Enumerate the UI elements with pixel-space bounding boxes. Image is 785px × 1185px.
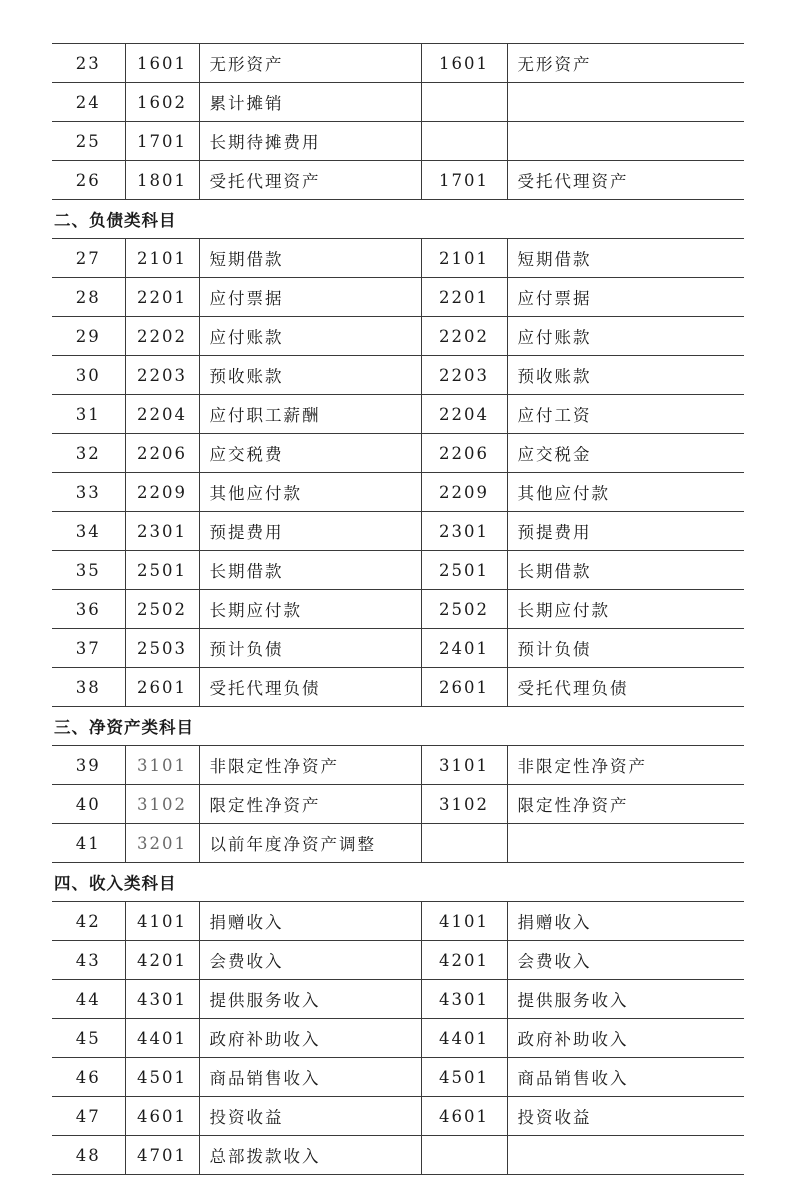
category-heading-row: [52, 707, 744, 746]
original-account-code: 3101: [421, 746, 507, 785]
original-account-code: [421, 122, 507, 161]
original-account-name: 会费收入: [507, 941, 744, 980]
original-account-code: 2501: [421, 551, 507, 590]
table-row: [52, 83, 744, 122]
row-number: 32: [52, 434, 125, 473]
row-number: 31: [52, 395, 125, 434]
row-number: 38: [52, 668, 125, 707]
row-number: 36: [52, 590, 125, 629]
account-code: 2301: [125, 512, 199, 551]
category-heading: 三、净资产类科目: [52, 707, 744, 746]
row-number: 39: [52, 746, 125, 785]
original-account-code: 2202: [421, 317, 507, 356]
table-row: [52, 44, 744, 83]
original-account-name: 捐赠收入: [507, 902, 744, 941]
original-account-code: 2601: [421, 668, 507, 707]
original-account-name: 长期借款: [507, 551, 744, 590]
account-code: 4101: [125, 902, 199, 941]
table-row: [52, 980, 744, 1019]
original-account-name: 无形资产: [507, 44, 744, 83]
original-account-code: 2203: [421, 356, 507, 395]
account-name: 长期待摊费用: [199, 122, 421, 161]
account-name: 受托代理负债: [199, 668, 421, 707]
original-account-name: 受托代理负债: [507, 668, 744, 707]
table-row: [52, 122, 744, 161]
account-code: 2101: [125, 239, 199, 278]
original-account-name: 应付票据: [507, 278, 744, 317]
account-name: 总部拨款收入: [199, 1136, 421, 1175]
account-code: 2204: [125, 395, 199, 434]
account-code: 4201: [125, 941, 199, 980]
account-name: 会费收入: [199, 941, 421, 980]
original-account-name: [507, 1136, 744, 1175]
original-account-code: 2502: [421, 590, 507, 629]
table-row: [52, 161, 744, 200]
table-row: [52, 473, 744, 512]
account-code: 4701: [125, 1136, 199, 1175]
table-row: [52, 434, 744, 473]
account-name: 提供服务收入: [199, 980, 421, 1019]
row-number: 23: [52, 44, 125, 83]
account-name: 非限定性净资产: [199, 746, 421, 785]
account-name: 捐赠收入: [199, 902, 421, 941]
row-number: 48: [52, 1136, 125, 1175]
account-code: 3201: [125, 824, 199, 863]
table-row: [52, 317, 744, 356]
account-code: 3101: [125, 746, 199, 785]
account-code: 4501: [125, 1058, 199, 1097]
original-account-name: 商品销售收入: [507, 1058, 744, 1097]
table-row: [52, 1019, 744, 1058]
account-name: 受托代理资产: [199, 161, 421, 200]
original-account-name: 预提费用: [507, 512, 744, 551]
original-account-code: [421, 83, 507, 122]
account-code: 2206: [125, 434, 199, 473]
account-name: 短期借款: [199, 239, 421, 278]
category-heading: 四、收入类科目: [52, 863, 744, 902]
account-code: 4601: [125, 1097, 199, 1136]
account-code: 2503: [125, 629, 199, 668]
table-row: [52, 356, 744, 395]
account-name: 商品销售收入: [199, 1058, 421, 1097]
account-code: 2201: [125, 278, 199, 317]
row-number: 27: [52, 239, 125, 278]
original-account-code: 4101: [421, 902, 507, 941]
table-row: [52, 551, 744, 590]
table-row: [52, 278, 744, 317]
original-account-code: 2206: [421, 434, 507, 473]
table-row: [52, 824, 744, 863]
table-row: [52, 1136, 744, 1175]
row-number: 29: [52, 317, 125, 356]
row-number: 46: [52, 1058, 125, 1097]
original-account-code: 2301: [421, 512, 507, 551]
original-account-code: [421, 1136, 507, 1175]
account-name: 应付职工薪酬: [199, 395, 421, 434]
original-account-name: 投资收益: [507, 1097, 744, 1136]
table-body: [52, 44, 744, 1175]
category-heading-row: [52, 863, 744, 902]
table-row: [52, 1058, 744, 1097]
account-name: 投资收益: [199, 1097, 421, 1136]
row-number: 33: [52, 473, 125, 512]
account-code: 4301: [125, 980, 199, 1019]
account-code: 2501: [125, 551, 199, 590]
account-name: 应交税费: [199, 434, 421, 473]
row-number: 30: [52, 356, 125, 395]
row-number: 25: [52, 122, 125, 161]
row-number: 34: [52, 512, 125, 551]
table-row: [52, 512, 744, 551]
account-code: 2202: [125, 317, 199, 356]
table-row: [52, 785, 744, 824]
account-name: 长期借款: [199, 551, 421, 590]
original-account-name: 政府补助收入: [507, 1019, 744, 1058]
original-account-code: 2204: [421, 395, 507, 434]
original-account-code: 4501: [421, 1058, 507, 1097]
account-name: 预计负债: [199, 629, 421, 668]
account-code: 2209: [125, 473, 199, 512]
original-account-name: 提供服务收入: [507, 980, 744, 1019]
original-account-code: 4201: [421, 941, 507, 980]
account-name: 限定性净资产: [199, 785, 421, 824]
account-name: 政府补助收入: [199, 1019, 421, 1058]
original-account-name: 限定性净资产: [507, 785, 744, 824]
original-account-name: 长期应付款: [507, 590, 744, 629]
original-account-code: 2201: [421, 278, 507, 317]
row-number: 40: [52, 785, 125, 824]
account-name: 其他应付款: [199, 473, 421, 512]
table-row: [52, 902, 744, 941]
row-number: 28: [52, 278, 125, 317]
account-name: 以前年度净资产调整: [199, 824, 421, 863]
table-row: [52, 629, 744, 668]
account-code: 4401: [125, 1019, 199, 1058]
account-code: 1602: [125, 83, 199, 122]
row-number: 44: [52, 980, 125, 1019]
account-name: 预收账款: [199, 356, 421, 395]
original-account-code: [421, 824, 507, 863]
row-number: 41: [52, 824, 125, 863]
row-number: 35: [52, 551, 125, 590]
original-account-name: 预计负债: [507, 629, 744, 668]
original-account-name: 应付工资: [507, 395, 744, 434]
row-number: 47: [52, 1097, 125, 1136]
row-number: 45: [52, 1019, 125, 1058]
original-account-code: 1701: [421, 161, 507, 200]
row-number: 37: [52, 629, 125, 668]
account-code: 2203: [125, 356, 199, 395]
account-name: 累计摊销: [199, 83, 421, 122]
original-account-code: 4301: [421, 980, 507, 1019]
original-account-name: [507, 122, 744, 161]
account-name: 无形资产: [199, 44, 421, 83]
account-code: 1701: [125, 122, 199, 161]
account-code-table: [52, 43, 744, 1175]
account-name: 应付票据: [199, 278, 421, 317]
original-account-code: 4601: [421, 1097, 507, 1136]
original-account-code: 4401: [421, 1019, 507, 1058]
original-account-name: [507, 824, 744, 863]
original-account-name: 短期借款: [507, 239, 744, 278]
original-account-code: 2401: [421, 629, 507, 668]
original-account-name: [507, 83, 744, 122]
document-page: [52, 43, 744, 1175]
row-number: 43: [52, 941, 125, 980]
original-account-name: 应付账款: [507, 317, 744, 356]
table-row: [52, 590, 744, 629]
account-name: 应付账款: [199, 317, 421, 356]
table-row: [52, 941, 744, 980]
original-account-code: 2209: [421, 473, 507, 512]
account-name: 长期应付款: [199, 590, 421, 629]
account-code: 1801: [125, 161, 199, 200]
account-name: 预提费用: [199, 512, 421, 551]
row-number: 26: [52, 161, 125, 200]
table-row: [52, 746, 744, 785]
original-account-name: 受托代理资产: [507, 161, 744, 200]
account-code: 2502: [125, 590, 199, 629]
table-row: [52, 395, 744, 434]
category-heading: 二、负债类科目: [52, 200, 744, 239]
row-number: 42: [52, 902, 125, 941]
original-account-name: 预收账款: [507, 356, 744, 395]
original-account-name: 应交税金: [507, 434, 744, 473]
table-row: [52, 1097, 744, 1136]
table-row: [52, 668, 744, 707]
table-row: [52, 239, 744, 278]
category-heading-row: [52, 200, 744, 239]
original-account-code: 3102: [421, 785, 507, 824]
original-account-code: 2101: [421, 239, 507, 278]
original-account-code: 1601: [421, 44, 507, 83]
original-account-name: 非限定性净资产: [507, 746, 744, 785]
row-number: 24: [52, 83, 125, 122]
account-code: 2601: [125, 668, 199, 707]
account-code: 3102: [125, 785, 199, 824]
account-code: 1601: [125, 44, 199, 83]
original-account-name: 其他应付款: [507, 473, 744, 512]
